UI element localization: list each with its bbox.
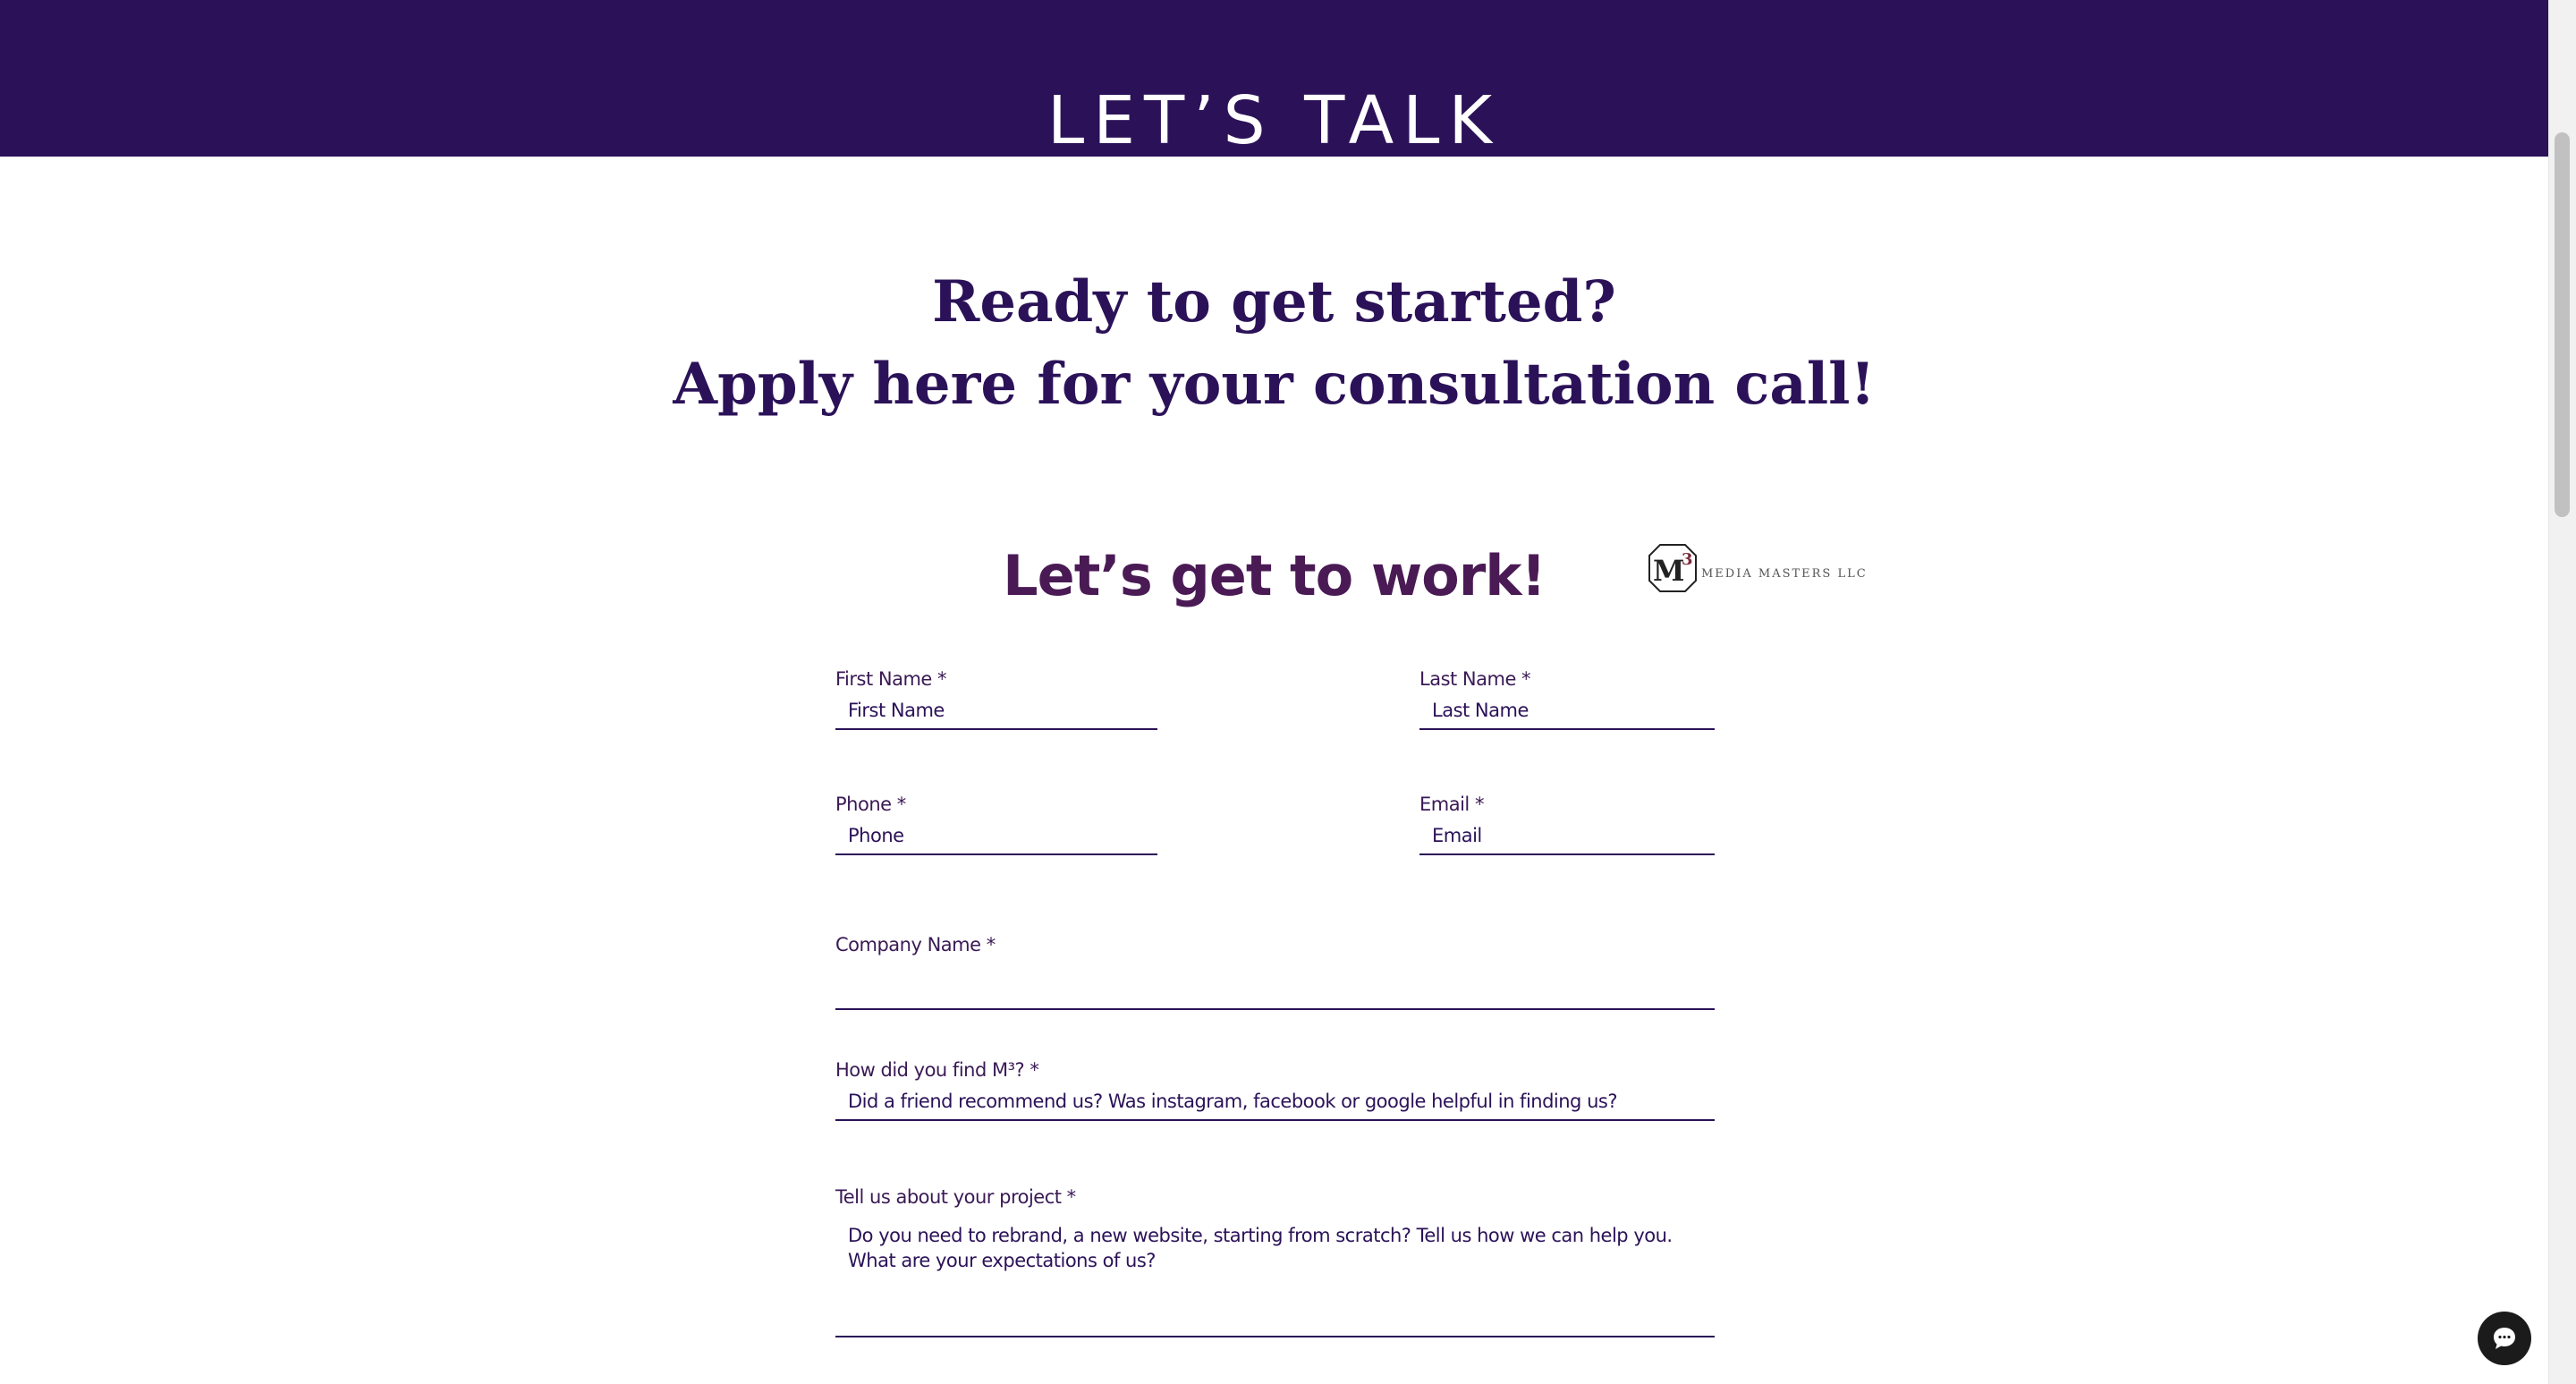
scrollbar-thumb[interactable] [2555, 132, 2570, 517]
first-name-field [835, 667, 1157, 730]
email-field [1419, 793, 1715, 855]
hero-heading-line1: Ready to get started? [932, 268, 1616, 336]
company-name-input[interactable] [835, 964, 1715, 1010]
m3-logo-icon [1648, 543, 1698, 593]
company-name-label: Company Name * [835, 934, 996, 955]
hero-heading-line2: Apply here for your consultation call! [673, 351, 1876, 419]
logo-mark-superscript: 3 [1682, 550, 1693, 569]
logo-text: MEDIA MASTERS LLC [1701, 566, 1868, 581]
how-found-label: How did you find M³? * [835, 1059, 1039, 1081]
how-found-field [835, 1058, 1715, 1121]
email-input[interactable] [1419, 818, 1715, 855]
last-name-input[interactable] [1419, 692, 1715, 730]
last-name-label: Last Name * [1419, 668, 1531, 690]
project-textarea[interactable] [835, 1212, 1715, 1337]
form-title: Let’s get to work! [1003, 543, 1546, 608]
chat-button[interactable] [2478, 1312, 2531, 1365]
logo-mark-letter: M [1653, 554, 1685, 588]
company-logo [1648, 541, 1868, 595]
page-title: LET’S TALK [1046, 81, 1502, 159]
phone-label: Phone * [835, 794, 906, 815]
last-name-field [1419, 667, 1715, 730]
phone-field [835, 793, 1157, 855]
phone-input[interactable] [835, 818, 1157, 855]
how-found-input[interactable] [835, 1083, 1715, 1121]
first-name-input[interactable] [835, 692, 1157, 730]
email-label: Email * [1419, 794, 1484, 815]
company-name-field [835, 933, 1715, 1010]
first-name-label: First Name * [835, 668, 946, 690]
project-field [835, 1185, 1715, 1337]
chat-bubble-icon [2491, 1325, 2518, 1352]
project-label: Tell us about your project * [835, 1186, 1076, 1208]
